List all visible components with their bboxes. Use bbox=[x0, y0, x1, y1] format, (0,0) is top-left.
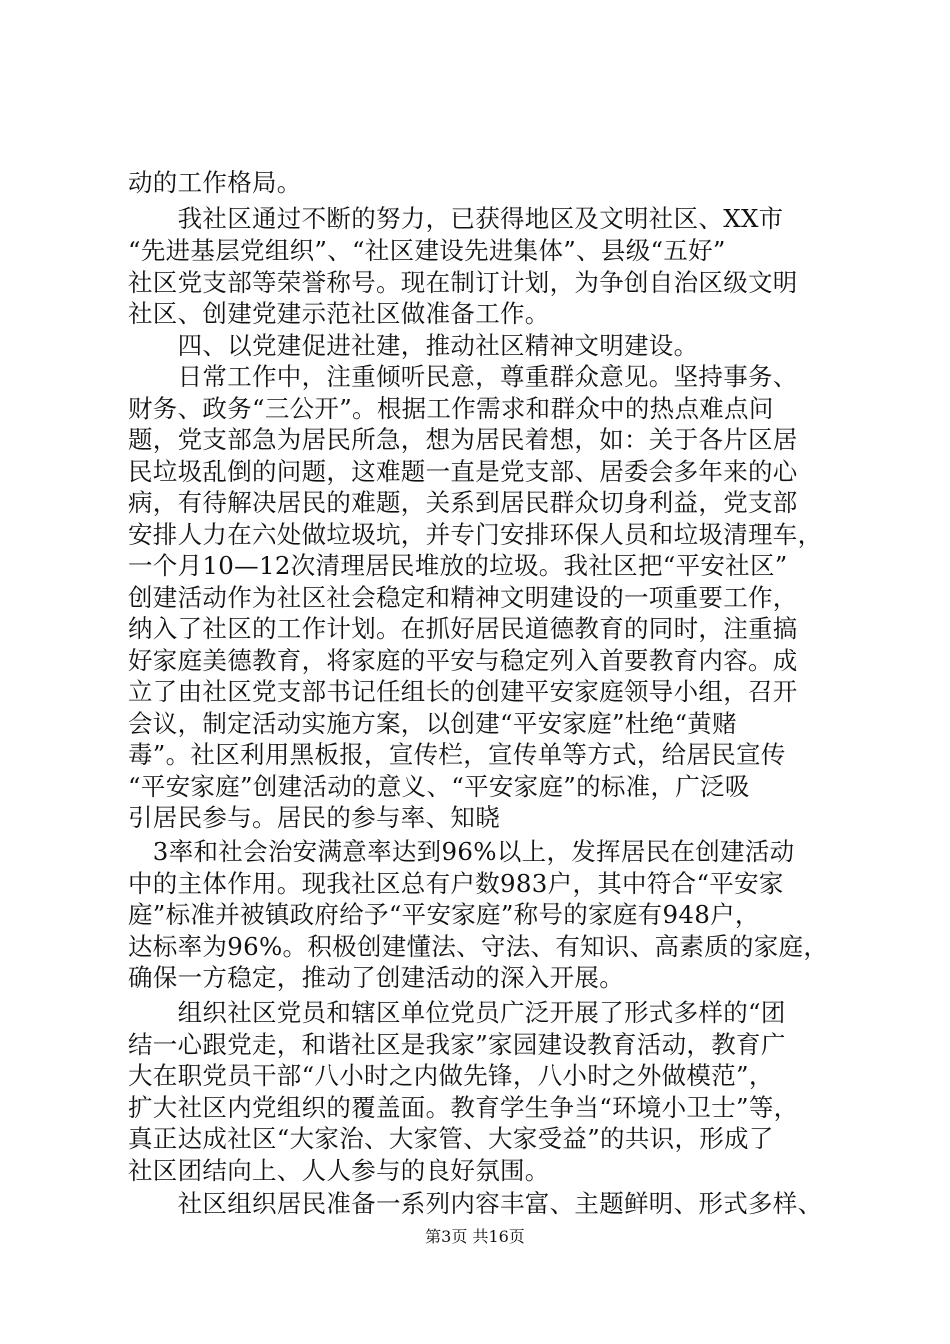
text-line: 创建活动作为社区社会稳定和精神文明建设的一项重要工作， bbox=[128, 583, 798, 612]
text-line: 社区组织居民准备一系列内容丰富、主题鲜明、形式多样、 bbox=[128, 1189, 823, 1218]
text-line: 达标率为96%。积极创建懂法、守法、有知识、高素质的家庭， bbox=[128, 932, 829, 961]
text-line: 我社区通过不断的努力，已获得地区及文明社区、XX市 bbox=[128, 204, 784, 233]
text-line: 四、以党建促进社建，推动社区精神文明建设。 bbox=[128, 331, 699, 360]
text-line: 庭”标准并被镇政府给予“平安家庭”称号的家庭有948户， bbox=[128, 900, 760, 929]
text-line: 扩大社区内党组织的覆盖面。教育学生争当“环境小卫士”等， bbox=[128, 1093, 799, 1122]
text-line: 题，党支部急为居民所急，想为居民着想，如：关于各片区居 bbox=[128, 425, 798, 454]
text-line: 大在职党员干部“八小时之内做先锋，八小时之外做模范”， bbox=[128, 1061, 774, 1090]
page-number-footer: 第3页 共16页 bbox=[425, 1227, 525, 1246]
text-line: 3率和社会治安满意率达到96%以上，发挥居民在创建活动 bbox=[128, 837, 795, 866]
text-line: 好家庭美德教育，将家庭的平安与稳定列入首要教育内容。成 bbox=[128, 646, 798, 675]
text-line: 会议，制定活动实施方案，以创建“平安家庭”杜绝“黄赌 bbox=[128, 709, 737, 738]
text-line: 确保一方稳定，推动了创建活动的深入开展。 bbox=[128, 963, 624, 992]
text-line: 动的工作格局。 bbox=[128, 168, 302, 197]
text-line: 引居民参与。居民的参与率、知晓 bbox=[128, 803, 500, 832]
text-line: 社区团结向上、人人参与的良好氛围。 bbox=[128, 1156, 550, 1185]
text-line: “平安家庭”创建活动的意义、“平安家庭”的标准，广泛吸 bbox=[128, 772, 750, 801]
text-line: 社区党支部等荣誉称号。现在制订计划，为争创自治区级文明 bbox=[128, 268, 798, 297]
text-line: 结一心跟党走，和谐社区是我家”家园建设教育活动，教育广 bbox=[128, 1030, 786, 1059]
text-line: 日常工作中，注重倾听民意，尊重群众意见。坚持事务、 bbox=[128, 362, 798, 391]
text-line: 社区、创建党建示范社区做准备工作。 bbox=[128, 299, 550, 328]
text-line: 真正达成社区“大家治、大家管、大家受益”的共识，形成了 bbox=[128, 1124, 774, 1153]
text-line: 毒”。社区利用黑板报，宣传栏，宣传单等方式，给居民宣传 bbox=[128, 740, 786, 769]
text-line: 组织社区党员和辖区单位党员广泛开展了形式多样的“团 bbox=[128, 998, 786, 1027]
text-line: 纳入了社区的工作计划。在抓好居民道德教育的同时，注重搞 bbox=[128, 614, 798, 643]
text-line: 财务、政务“三公开”。根据工作需求和群众中的热点难点问 bbox=[128, 394, 774, 423]
text-line: 立了由社区党支部书记任组长的创建平安家庭领导小组，召开 bbox=[128, 677, 798, 706]
text-line: 民垃圾乱倒的问题，这难题一直是党支部、居委会多年来的心 bbox=[128, 457, 798, 486]
text-line: 病，有待解决居民的难题，关系到居民群众切身利益，党支部 bbox=[128, 488, 798, 517]
text-line: 一个月10—12次清理居民堆放的垃圾。我社区把“平安社区” bbox=[128, 551, 788, 580]
text-line: 安排人力在六处做垃圾坑，并专门安排环保人员和垃圾清理车， bbox=[128, 520, 823, 549]
text-line: 中的主体作用。现我社区总有户数983户，其中符合“平安家 bbox=[128, 869, 784, 898]
text-line: “先进基层党组织”、“社区建设先进集体”、县级“五好” bbox=[128, 236, 726, 265]
